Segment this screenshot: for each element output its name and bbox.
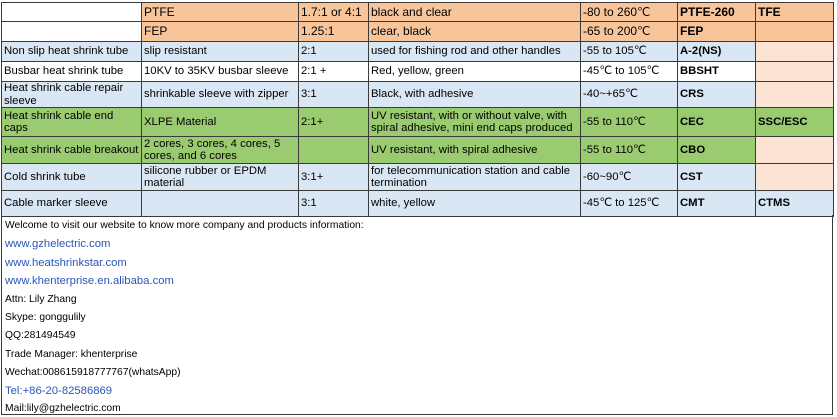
extra-code-cell [756, 82, 834, 108]
type-cell: Heat shrink cable breakout [2, 137, 142, 164]
contact-skype: Skype: gonggulily [5, 312, 86, 323]
code-cell: FEP [678, 22, 756, 42]
temperature-cell: -45℃ to 125℃ [581, 191, 678, 217]
temperature-cell: -55 to 110℃ [581, 108, 678, 137]
ratio-cell: 1.25:1 [299, 22, 369, 42]
description-cell: Black, with adhesive [369, 82, 581, 108]
temperature-cell: -65 to 200℃ [581, 22, 678, 42]
ratio-cell: 3:1 [299, 82, 369, 108]
extra-code-cell [756, 22, 834, 42]
extra-code-cell [756, 164, 834, 191]
temperature-cell: -80 to 260℃ [581, 3, 678, 22]
type-cell [2, 3, 142, 22]
temperature-cell: -55 to 105℃ [581, 42, 678, 62]
contact-wechat: Wechat:008615918777767(whatsApp) [5, 367, 181, 378]
temperature-cell: -60~90℃ [581, 164, 678, 191]
type-cell: Cable marker sleeve [2, 191, 142, 217]
description-cell: black and clear [369, 3, 581, 22]
code-cell: PTFE-260 [678, 3, 756, 22]
code-cell: BBSHT [678, 62, 756, 82]
website-link-heatshrinkstar[interactable]: www.heatshrinkstar.com [5, 257, 127, 269]
table-row [2, 164, 834, 191]
description-cell: UV resistant, with spiral adhesive [369, 137, 581, 164]
description-cell: UV resistant, with or without valve, with spiral adhesive, mini end caps produced [369, 108, 581, 137]
temperature-cell: -40~+65℃ [581, 82, 678, 108]
type-cell: Heat shrink cable repair sleeve [2, 82, 142, 108]
feature-cell: shrinkable sleeve with zipper [142, 82, 299, 108]
table-row [2, 42, 834, 62]
description-cell: used for fishing rod and other handles [369, 42, 581, 62]
type-cell: Heat shrink cable end caps [2, 108, 142, 137]
type-cell: Busbar heat shrink tube [2, 62, 142, 82]
extra-code-cell: SSC/ESC [756, 108, 834, 137]
ratio-cell: 3:1 [299, 191, 369, 217]
feature-cell: XLPE Material [142, 108, 299, 137]
feature-cell: 2 cores, 3 cores, 4 cores, 5 cores, and 6 cores [142, 137, 299, 164]
type-cell: Cold shrink tube [2, 164, 142, 191]
ratio-cell: 2:1+ [299, 108, 369, 137]
website-link-gzhelectric[interactable]: www.gzhelectric.com [5, 238, 111, 250]
code-cell: A-2(NS) [678, 42, 756, 62]
feature-cell: PTFE [142, 3, 299, 22]
temperature-cell: -55 to 110℃ [581, 137, 678, 164]
extra-code-cell: CTMS [756, 191, 834, 217]
extra-code-cell: TFE [756, 3, 834, 22]
contact-mail: Mail:lily@gzhelectric.com [5, 403, 121, 414]
website-link-alibaba[interactable]: www.khenterprise.en.alibaba.com [5, 275, 174, 287]
extra-code-cell [756, 137, 834, 164]
feature-cell: slip resistant [142, 42, 299, 62]
description-cell: white, yellow [369, 191, 581, 217]
description-cell: Red, yellow, green [369, 62, 581, 82]
contact-qq: QQ:281494549 [5, 330, 76, 341]
type-cell [2, 22, 142, 42]
feature-cell: silicone rubber or EPDM material [142, 164, 299, 191]
table-row [2, 137, 834, 164]
ratio-cell: 2:1 [299, 42, 369, 62]
welcome-text: Welcome to visit our website to know more company and products information: [5, 220, 364, 231]
code-cell: CST [678, 164, 756, 191]
code-cell: CRS [678, 82, 756, 108]
table-row [2, 62, 834, 82]
table-row [2, 22, 834, 42]
feature-cell: 10KV to 35KV busbar sleeve [142, 62, 299, 82]
contact-tel-link[interactable]: Tel:+86-20-82586869 [5, 385, 113, 397]
ratio-cell: 1.7:1 or 4:1 [299, 3, 369, 22]
temperature-cell: -45℃ to 105℃ [581, 62, 678, 82]
ratio-cell: 2:1 + [299, 62, 369, 82]
table-row [2, 3, 834, 22]
type-cell: Non slip heat shrink tube [2, 42, 142, 62]
extra-code-cell [756, 62, 834, 82]
contact-info-panel [1, 215, 833, 415]
code-cell: CEC [678, 108, 756, 137]
code-cell: CBO [678, 137, 756, 164]
table-row [2, 191, 834, 217]
extra-code-cell [756, 42, 834, 62]
product-table [1, 2, 834, 217]
code-cell: CMT [678, 191, 756, 217]
description-cell: clear, black [369, 22, 581, 42]
table-row [2, 82, 834, 108]
description-cell: for telecommunication station and cable termination [369, 164, 581, 191]
ratio-cell: 3:1+ [299, 164, 369, 191]
contact-attn: Attn: Lily Zhang [5, 294, 77, 305]
ratio-cell [299, 137, 369, 164]
feature-cell: FEP [142, 22, 299, 42]
feature-cell [142, 191, 299, 217]
contact-trade-manager: Trade Manager: khenterprise [5, 349, 138, 360]
table-row [2, 108, 834, 137]
